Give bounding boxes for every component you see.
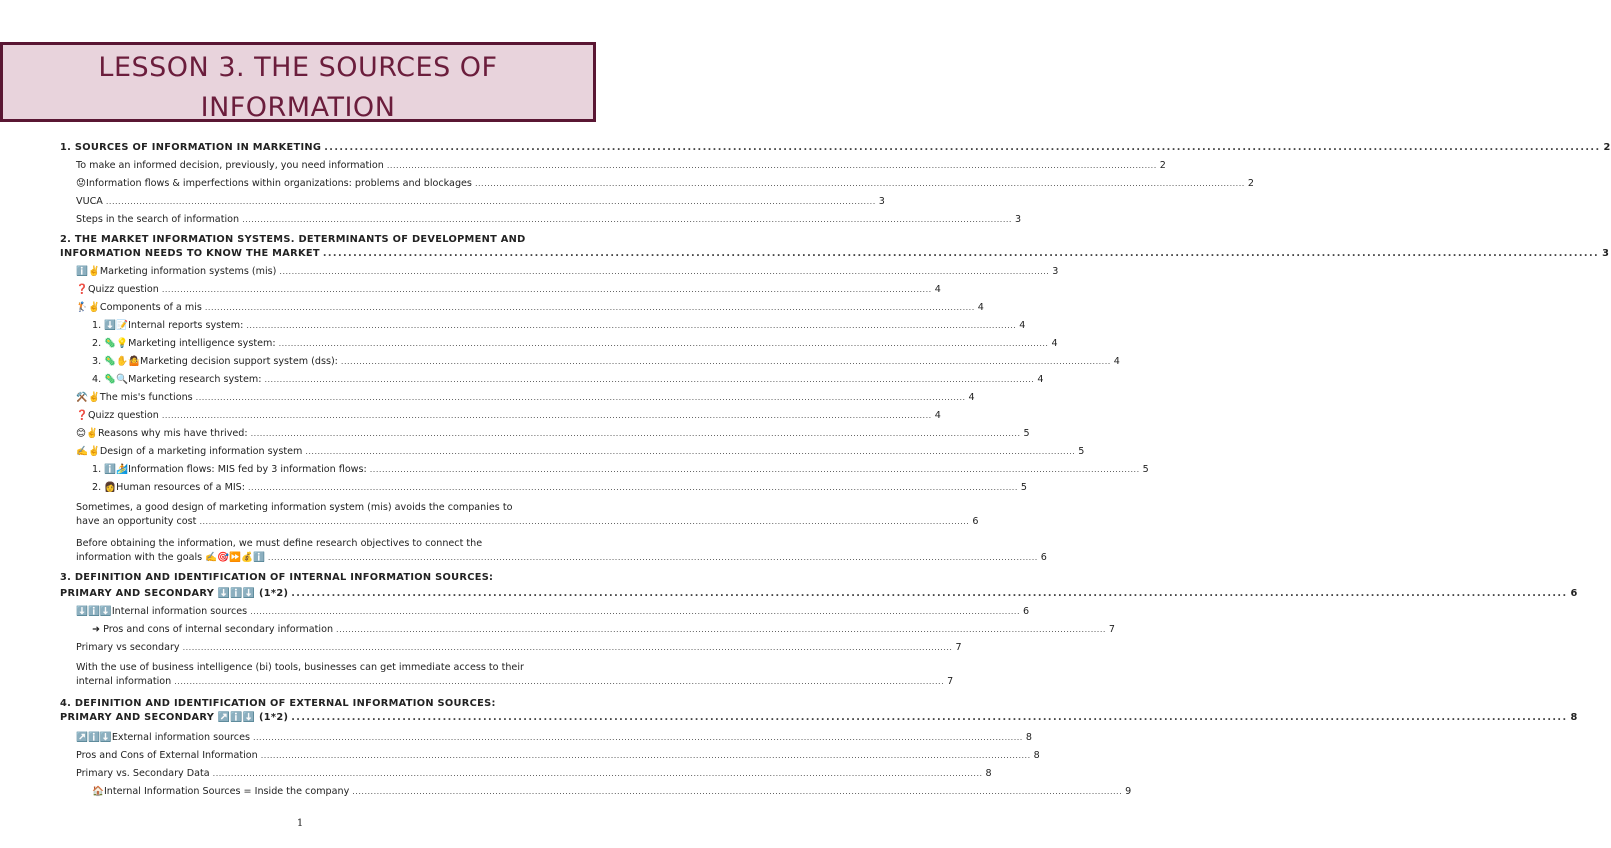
toc-page: 4: [1037, 374, 1044, 385]
toc-page: 7: [947, 676, 954, 687]
toc-entry[interactable]: [76, 446, 1085, 457]
toc-entry[interactable]: [60, 142, 1611, 153]
toc-entry-label: VUCA: [76, 196, 103, 207]
toc-entry-label: 🏠Internal Information Sources = Inside the company: [92, 786, 350, 797]
toc-page: 6: [1040, 552, 1047, 563]
toc-entry[interactable]: [76, 392, 975, 403]
toc-entry[interactable]: [76, 410, 941, 421]
toc-page: 4: [934, 284, 941, 295]
toc-entry-label: ❓Quizz question: [76, 410, 159, 421]
toc-page: 5: [1142, 464, 1149, 475]
toc-entry[interactable]: [76, 214, 1022, 225]
toc-entry-label: ↗️ℹ️⬇️External information sources: [76, 732, 250, 743]
toc-entry[interactable]: [76, 284, 941, 295]
toc-page: 2: [1603, 142, 1611, 153]
toc-page: 8: [985, 768, 992, 779]
toc-entry[interactable]: [76, 552, 1047, 563]
toc-entry-label: 4. 🦠🔍Marketing research system:: [92, 374, 262, 385]
toc-entry-line[interactable]: Before obtaining the information, we must define research objectives to connect the: [76, 538, 483, 549]
lesson-title-box: [0, 42, 596, 122]
toc-entry-label: ✍️✌️Design of a marketing information system: [76, 446, 303, 457]
toc-entry-label: PRIMARY AND SECONDARY ⬇️ℹ️⬇️ (1*2): [60, 588, 289, 599]
toc-entry-label: 2. 👩Human resources of a MIS:: [92, 482, 245, 493]
toc-section-heading-line[interactable]: 4. DEFINITION AND IDENTIFICATION OF EXTERNAL INFORMATION SOURCES:: [60, 698, 496, 709]
toc-page: 4: [977, 302, 984, 313]
toc-entry[interactable]: [76, 196, 885, 207]
toc-page: 7: [955, 642, 962, 653]
toc-page: 2: [1247, 178, 1254, 189]
toc-entry-label: Primary vs secondary: [76, 642, 180, 653]
toc-entry-line[interactable]: Sometimes, a good design of marketing information system (mis) avoids the companies to: [76, 502, 513, 513]
toc-entry[interactable]: [76, 302, 984, 313]
toc-entry[interactable]: [76, 768, 992, 779]
toc-page: 5: [1020, 482, 1027, 493]
toc-entry-label: 1. ⬇️📝Internal reports system:: [92, 320, 244, 331]
toc-page: 4: [1051, 338, 1058, 349]
toc-entry-label: 🏌️✌️Components of a mis: [76, 302, 202, 313]
toc-entry[interactable]: [92, 786, 1132, 797]
toc-entry[interactable]: [76, 516, 979, 527]
toc-entry-label: information with the goals ✍️🎯⏩💰ℹ️: [76, 552, 265, 563]
toc-page: 9: [1125, 786, 1132, 797]
toc-entry-label: ⚒️✌️The mis's functions: [76, 392, 193, 403]
toc-entry[interactable]: [76, 732, 1032, 743]
toc-entry[interactable]: [60, 248, 1610, 259]
page-number: 1: [296, 818, 304, 829]
title-line-2: INFORMATION: [200, 92, 396, 123]
toc-entry[interactable]: [60, 712, 1578, 723]
toc-entry[interactable]: [76, 160, 1166, 171]
toc-entry[interactable]: [92, 356, 1120, 367]
toc-entry-label: 😊✌️Reasons why mis have thrived:: [76, 428, 248, 439]
toc-entry[interactable]: [76, 178, 1254, 189]
toc-page: 6: [1570, 588, 1578, 599]
toc-entry-label: Primary vs. Secondary Data: [76, 768, 210, 779]
toc-entry-label: ℹ️✌️Marketing information systems (mis): [76, 266, 277, 277]
toc-entry-label: To make an informed decision, previously, you need information: [76, 160, 384, 171]
toc-page: 4: [1113, 356, 1120, 367]
toc-entry[interactable]: [60, 588, 1578, 599]
toc-entry-label: ❓Quizz question: [76, 284, 159, 295]
toc-entry-label: internal information: [76, 676, 172, 687]
toc-page: 5: [1078, 446, 1085, 457]
toc-entry-label: Pros and Cons of External Information: [76, 750, 258, 761]
toc-entry-label: ➜ Pros and cons of internal secondary information: [92, 624, 334, 635]
toc-entry-label: 3. 🦠✋🤷Marketing decision support system (dss):: [92, 356, 338, 367]
toc-entry[interactable]: [76, 266, 1059, 277]
toc-entry[interactable]: [76, 606, 1030, 617]
toc-entry[interactable]: [92, 464, 1149, 475]
toc-page: 3: [1052, 266, 1059, 277]
toc-page: 3: [1602, 248, 1610, 259]
toc-page: 2: [1159, 160, 1166, 171]
toc-entry-label: PRIMARY AND SECONDARY ↗️ℹ️⬇️ (1*2): [60, 712, 289, 723]
toc-entry[interactable]: [76, 642, 962, 653]
toc-entry[interactable]: [92, 482, 1027, 493]
toc-entry[interactable]: [92, 624, 1116, 635]
toc-page: 3: [1014, 214, 1022, 225]
toc-entry[interactable]: [76, 428, 1030, 439]
toc-page: 4: [934, 410, 941, 421]
toc-entry-label: 😟Information flows & imperfections within organizations: problems and blockages: [76, 178, 472, 189]
toc-section-heading-line[interactable]: 2. THE MARKET INFORMATION SYSTEMS. DETERMINANTS OF DEVELOPMENT AND: [60, 234, 526, 245]
toc-entry-label: 2. 🦠💡Marketing intelligence system:: [92, 338, 276, 349]
toc-page: 8: [1570, 712, 1578, 723]
toc-entry[interactable]: [76, 676, 954, 687]
toc-page: 4: [1019, 320, 1026, 331]
toc-entry[interactable]: [92, 338, 1058, 349]
toc-entry[interactable]: [76, 750, 1040, 761]
toc-entry-label: have an opportunity cost: [76, 516, 197, 527]
toc-page: 8: [1025, 732, 1032, 743]
toc-page: 4: [968, 392, 975, 403]
toc-page: 8: [1033, 750, 1040, 761]
toc-entry[interactable]: [92, 374, 1044, 385]
toc-entry[interactable]: [92, 320, 1026, 331]
toc-entry-label: 1. ℹ️🏄Information flows: MIS fed by 3 information flows:: [92, 464, 367, 475]
toc-entry-line[interactable]: With the use of business intelligence (bi) tools, businesses can get immediate access to their: [76, 662, 524, 673]
toc-section-heading-line[interactable]: 3. DEFINITION AND IDENTIFICATION OF INTERNAL INFORMATION SOURCES:: [60, 572, 494, 583]
title-line-1: LESSON 3. THE SOURCES OF: [98, 52, 498, 83]
toc-page: 6: [972, 516, 979, 527]
toc-entry-label: 1. SOURCES OF INFORMATION IN MARKETING: [60, 142, 322, 153]
toc-page: 5: [1023, 428, 1030, 439]
toc-entry-label: ⬇️ℹ️⬇️Internal information sources: [76, 606, 248, 617]
toc-entry-label: INFORMATION NEEDS TO KNOW THE MARKET: [60, 248, 320, 259]
toc-page: 3: [878, 196, 885, 207]
toc-page: 7: [1108, 624, 1116, 635]
toc-page: 6: [1023, 606, 1030, 617]
toc-entry-label: Steps in the search of information: [76, 214, 240, 225]
